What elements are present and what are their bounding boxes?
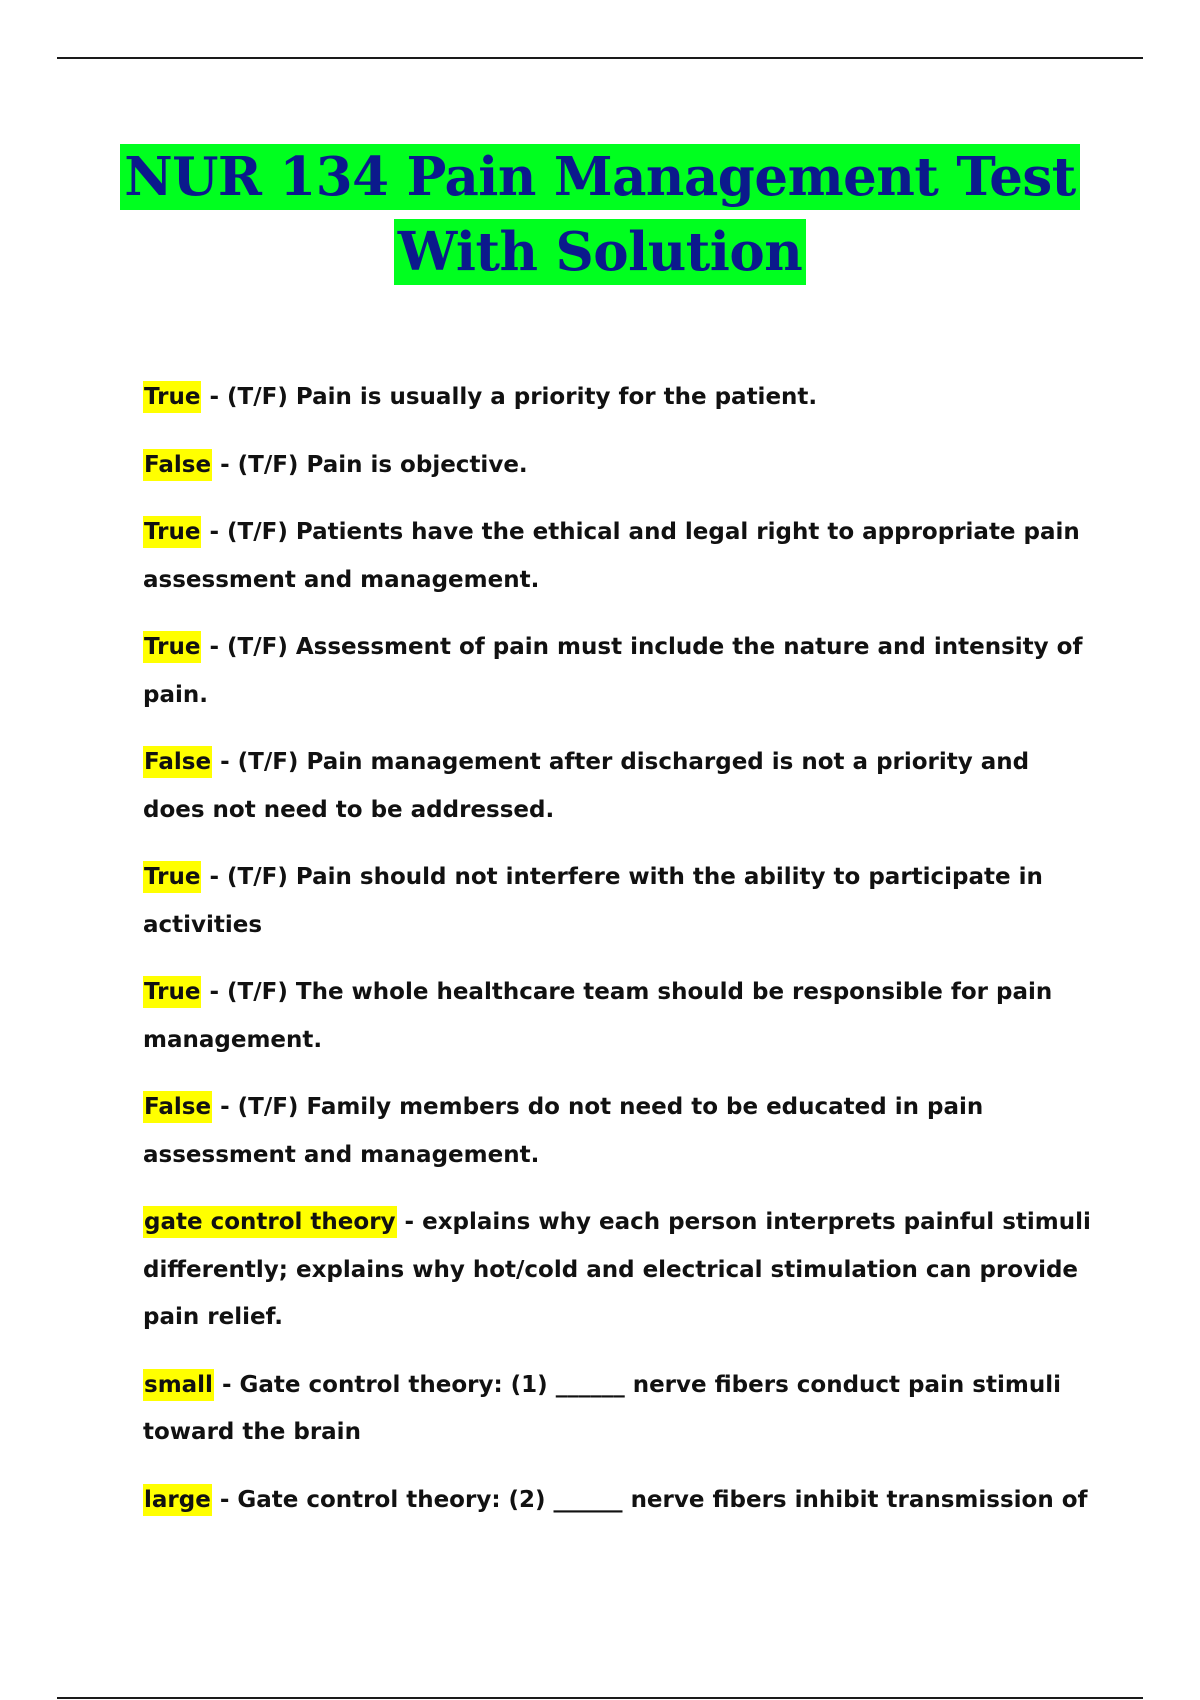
answer-highlight: True <box>143 861 201 893</box>
question-text: - (T/F) Pain should not interfere with the ability to participate in activities <box>143 864 1043 938</box>
answer-highlight: False <box>143 1091 212 1123</box>
qa-item <box>143 1199 1098 1342</box>
qa-item <box>143 1362 1098 1457</box>
question-text: - (T/F) Patients have the ethical and legal right to appropriate pain assessment and management. <box>143 519 1080 593</box>
answer-highlight: gate control theory <box>143 1206 397 1238</box>
answer-highlight: True <box>143 381 201 413</box>
question-text: - (T/F) The whole healthcare team should be responsible for pain management. <box>143 979 1053 1053</box>
answer-highlight: True <box>143 516 201 548</box>
answer-highlight: False <box>143 746 212 778</box>
question-text: - explains why each person interprets painful stimuli differently; explains why hot/cold and electrical stimulation can provide pain relief. <box>143 1209 1091 1330</box>
question-text: - (T/F) Pain management after discharged is not a priority and does not need to be addressed. <box>143 749 1030 823</box>
qa-item <box>143 624 1098 719</box>
question-text: - (T/F) Assessment of pain must include the nature and intensity of pain. <box>143 634 1083 708</box>
qa-item <box>143 969 1098 1064</box>
question-text: - Gate control theory: (2) ______ nerve fibers inhibit transmission of <box>211 1486 1088 1513</box>
title-line-2: With Solution <box>394 219 806 285</box>
question-text: - (T/F) Family members do not need to be educated in pain assessment and management. <box>143 1094 984 1168</box>
top-rule <box>57 57 1143 59</box>
question-text: - (T/F) Pain is usually a priority for the patient. <box>201 384 818 410</box>
qa-item <box>143 509 1098 604</box>
qa-item <box>143 1084 1098 1179</box>
answer-highlight: True <box>143 976 201 1008</box>
document-title <box>0 140 1200 290</box>
question-text: - (T/F) Pain is objective. <box>212 451 528 478</box>
qa-item <box>143 1477 1098 1525</box>
qa-item <box>143 374 1098 422</box>
answer-highlight: True <box>143 631 201 663</box>
bottom-rule <box>57 1697 1143 1699</box>
question-answer-list <box>143 374 1098 1544</box>
title-line-1: NUR 134 Pain Management Test <box>120 144 1079 210</box>
qa-item <box>143 739 1098 834</box>
answer-highlight: large <box>143 1484 212 1516</box>
qa-item <box>143 442 1098 490</box>
question-text: - Gate control theory: (1) ______ nerve fibers conduct pain stimuli toward the brain <box>143 1371 1061 1445</box>
answer-highlight: False <box>143 449 212 481</box>
qa-item <box>143 854 1098 949</box>
answer-highlight: small <box>143 1369 214 1401</box>
